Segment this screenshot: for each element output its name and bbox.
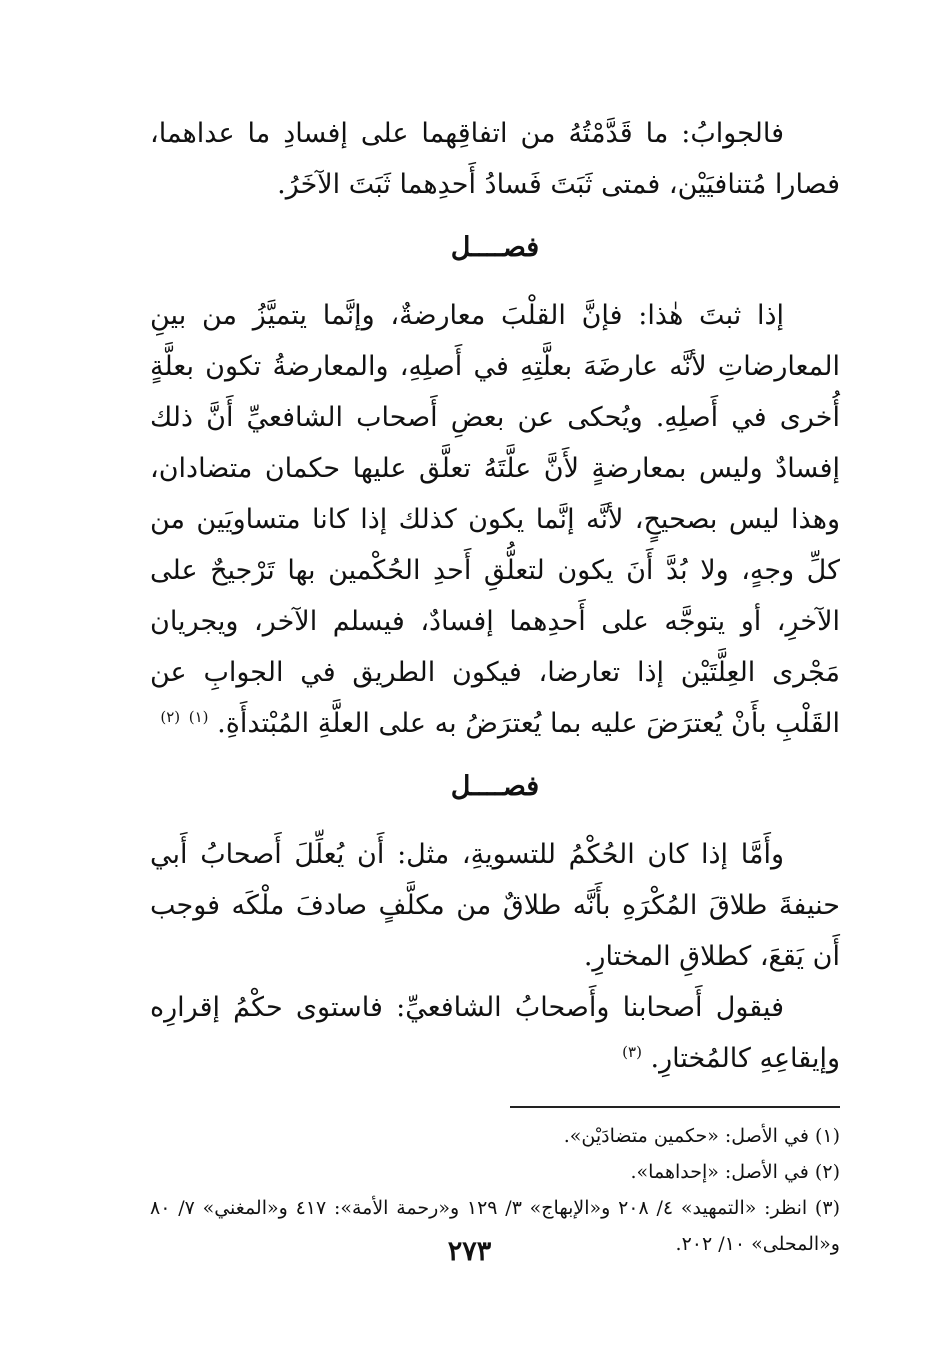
taswiya-paragraph: وأَمَّا إذا كان الحُكْمُ للتسويةِ، مثل: أَن يُعلِّلَ أَصحابُ أَبي حنيفةَ طلاقَ المُكْرَهِ بأَنَّه طلاقٌ من مكلَّفٍ صادفَ ملْكَه فوجب أَن يَقعَ، كطلاقِ المختارِ. xyxy=(150,839,840,972)
section-heading-2: فصــــل xyxy=(450,771,540,802)
footnote-divider xyxy=(510,1106,840,1108)
footnote-2: (٢) في الأصل: «إحداهما». xyxy=(630,1161,840,1183)
answer-paragraph: فالجوابُ: ما قَدَّمْتُهُ من اتفاقِهما على إفسادِ ما عداهما، فصارا مُتنافيَيْن، فمتى ثَبَتَ فَسادُ أَحدِهما ثَبَتَ الآخَرُ. xyxy=(150,118,840,200)
footnote-mark-3[interactable]: (٣) xyxy=(622,1043,642,1061)
qalb-paragraph xyxy=(150,290,840,749)
footnote-mark-2[interactable]: (٢) xyxy=(160,708,181,726)
qalb-paragraph-text: إذا ثبتَ هٰذا: فإنَّ القلْبَ معارضةٌ، وإنَّما يتميَّزُ من بينِ المعارضاتِ لأنَّه عارضَهَ بعلَّتِهِ في أَصلِهِ، والمعارضةُ تكون بعلَّةٍ أُخرى في أَصلِهِ. ويُحكى عن بعضِ أَصحاب الشافعيِّ أَنَّ ذلك إفسادٌ وليس بمعارضةٍ لأَنَّ علَّتَهُ تعلَّق عليها حكمان متضادان، وهذا ليس بصحيحٍ، لأنَّه إنَّما يكون كذلك إذا كانا متساويَين من كلِّ وجهٍ، ولا بُدَّ أَنَ يكون لتعلُّقِ أَحدِ الحُكْمين بها تَرْجيحٌ على الآخرِ، أو يتوجَّه على أَحدِهما إفسادٌ، فيسلم الآخر، ويجريان مَجْرى العِلَّتَيْن إذا تعارضا، فيكون الطريق في الجوابِ عن القَلْبِ بأَنْ يُعترَضَ عليه بما يُعترَضُ به على العلَّةِ المُبْتدأَةِ. xyxy=(150,300,840,739)
footnote-3: (٣) انظر: «التمهيد» ٤/ ٢٠٨ و«الإبهاج» ٣/ ١٢٩ و«رحمة الأمة»: ٤١٧ و«المغني» ٧/ ٨٠ و«المحلى» ١٠/ ٢٠٢. xyxy=(150,1197,840,1255)
page-number: ٢٧٣ xyxy=(447,1236,492,1267)
footnote-mark-1[interactable]: (١) xyxy=(188,708,209,726)
footnote-1: (١) في الأصل: «حكمين متضادَيْن». xyxy=(563,1125,840,1147)
book-page xyxy=(150,108,840,1338)
ashab-paragraph xyxy=(150,982,840,1084)
section-heading-1: فصــــل xyxy=(450,232,540,263)
ashab-paragraph-text: فيقول أَصحابنا وأَصحابُ الشافعيِّ: فاستوى حكْمُ إقرارِه وإيقاعِهِ كالمُختارِ. xyxy=(150,992,840,1074)
